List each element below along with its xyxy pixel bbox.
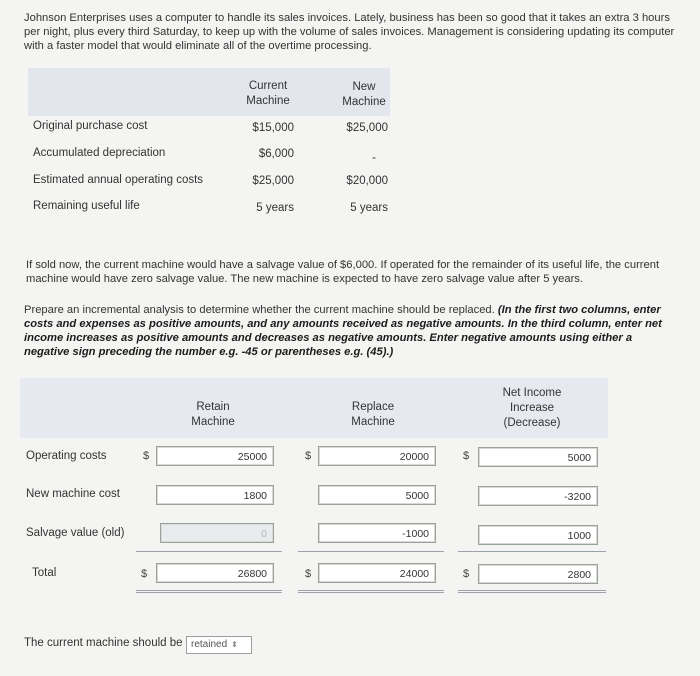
current-value: $25,000 [252, 175, 294, 187]
instructions-paragraph [24, 303, 674, 359]
net-new-machine-cost-input[interactable]: -3200 [478, 486, 598, 506]
col-net-income: Net Income Increase (Decrease) [502, 387, 562, 429]
current-value: $6,000 [258, 148, 294, 160]
conclusion-selected-value: retained [191, 639, 228, 650]
salvage-paragraph: If sold now, the current machine would have a salvage value of $6,000. If operated for the remainder of its useful life, the current machine would have zero salvage value. The new machine is expected to have zero salvage value after 5 years. [26, 259, 660, 285]
net-salvage-value-input[interactable]: 1000 [478, 525, 598, 545]
conclusion-select[interactable] [186, 636, 252, 654]
col-new-machine: New Machine [342, 81, 386, 108]
retain-total-input[interactable]: 26800 [156, 563, 274, 583]
subtotal-line-net [458, 551, 606, 552]
row-label-salvage-value: Salvage value (old) [26, 527, 125, 539]
subtotal-line-retain [136, 551, 282, 552]
row-label: Original purchase cost [33, 120, 148, 132]
intro-paragraph: Johnson Enterprises uses a computer to handle its sales invoices. Lately, business has been so good that it takes an extra 3 hours per night, plus every third Saturday, to keep up with the volume of sales invoices. Management is considering updating its computer with a faster model that would eliminate all of the overtime processing. [24, 12, 675, 52]
col-current-machine: Current Machine [246, 80, 290, 107]
total-double-line-retain [136, 590, 282, 593]
row-label-total: Total [32, 567, 57, 579]
chevron-updown-icon: ⬍ [231, 640, 238, 649]
retain-operating-costs-input[interactable]: 25000 [156, 446, 274, 466]
subtotal-line-replace [298, 551, 444, 552]
dollar-sign: $ [305, 568, 312, 580]
row-label: Accumulated depreciation [33, 147, 166, 159]
conclusion-text: The current machine should be [24, 637, 183, 649]
dollar-sign: $ [463, 568, 470, 580]
new-value: - [372, 152, 376, 164]
current-value: 5 years [256, 202, 294, 214]
instructions-lead: Prepare an incremental analysis to determine whether the current machine should be replaced. [24, 304, 495, 316]
current-value: $15,000 [252, 122, 294, 134]
dollar-sign: $ [463, 450, 470, 462]
total-double-line-replace [298, 590, 444, 593]
dollar-sign: $ [305, 450, 312, 462]
replace-operating-costs-input[interactable]: 20000 [318, 446, 436, 466]
col-replace-machine: Replace Machine [351, 401, 395, 428]
new-value: $25,000 [346, 122, 388, 134]
col-retain-machine: Retain Machine [191, 401, 235, 428]
replace-salvage-value-input[interactable]: -1000 [318, 523, 436, 543]
replace-new-machine-cost-input[interactable]: 5000 [318, 485, 436, 505]
net-total-input[interactable]: 2800 [478, 564, 598, 584]
retain-new-machine-cost-input[interactable]: 1800 [156, 485, 274, 505]
dollar-sign: $ [141, 568, 148, 580]
new-value: 5 years [350, 202, 388, 214]
row-label-new-machine-cost: New machine cost [26, 488, 120, 500]
instructions-emphasis: (In the first two columns, enter costs and expenses as positive amounts, and any amounts received as negative amounts. In the third column, enter net income increases as positive amounts and decreases as negative amounts. Enter negative amounts using either a negative sign preceding the number e.g. -45 or parentheses e.g. (45).) [24, 304, 662, 358]
row-label: Estimated annual operating costs [33, 174, 204, 186]
row-label-operating-costs: Operating costs [26, 450, 107, 462]
new-value: $20,000 [346, 175, 388, 187]
replace-total-input[interactable]: 24000 [318, 563, 436, 583]
net-operating-costs-input[interactable]: 5000 [478, 447, 598, 467]
total-double-line-net [458, 590, 606, 593]
retain-salvage-value-input: 0 [160, 523, 274, 543]
row-label: Remaining useful life [33, 200, 140, 212]
dollar-sign: $ [143, 450, 150, 462]
